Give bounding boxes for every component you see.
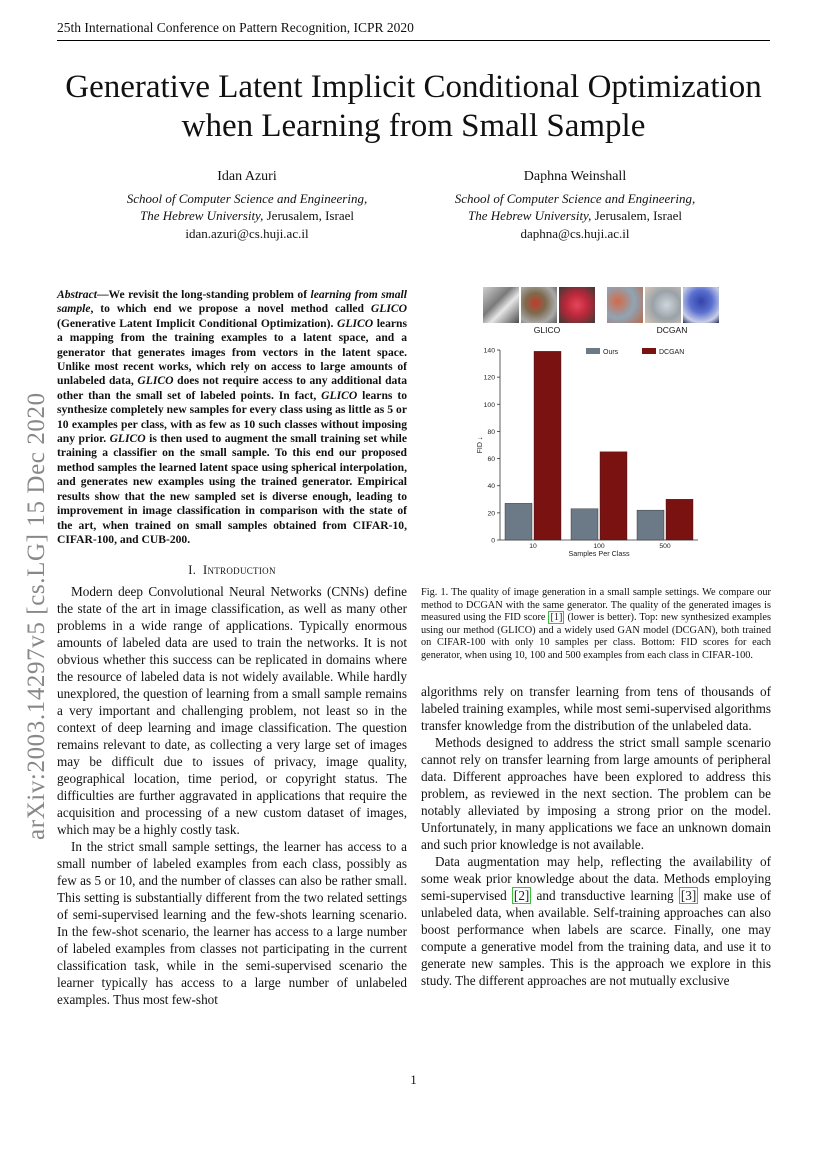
y-tick-label: 80 [487, 428, 495, 436]
arxiv-stamp-text: arXiv:2003.14297v5 [cs.LG] 15 Dec 2020 [23, 392, 50, 840]
legend-label-ours: Ours [603, 349, 619, 356]
abstract-text: is then used to augment the small training set while training a classifier on the small sample. To this end our proposed method samples the learned latent space using spherical interpolation, and generates new examples using the trained generator. Empirical results show that the new sampled set is diverse enough, leading to improvement in image classification in comparison with the state of the art, when trained on small samples obtained from CIFAR-10, CIFAR-100, and CUB-200. [57, 432, 407, 546]
y-axis-label: FID ↓ [477, 436, 484, 454]
abstract-emph: learning from small sample [57, 288, 407, 316]
left-column-body [57, 583, 407, 1008]
x-tick-label: 100 [593, 543, 605, 550]
abstract-emph: GLICO [137, 374, 174, 388]
y-tick-label: 140 [483, 347, 495, 355]
figure-caption [421, 587, 771, 663]
legend-label-dcgan: DCGAN [659, 349, 685, 356]
author-university: The Hebrew University, [140, 208, 264, 223]
abstract-text: learns to synthesize completely new samples for every class using as little as 5 or 10 examples per class, with as few as 10 such classes without imposing any prior. [57, 388, 407, 446]
legend-swatch-ours [586, 348, 600, 354]
arxiv-stamp [18, 360, 58, 840]
title-line-1: Generative Latent Implicit Conditional Optimization [65, 69, 762, 105]
paragraph: In the strict small sample settings, the learner has access to a small number of labeled examples from each class, possibly as few as 5 or 10, and the number of classes can also be rather small. This setting is substantially different from the two related settings of semi-supervised learning and the few-shots learning scenario. In the few-shot scenario, the learner has access to a large number of labeled examples from classes not participating in the current classification task, while in the semi-supervised scenario the learner typically has access to a large number of unlabeled examples. Thus most few-shot [57, 839, 407, 1007]
abstract [57, 288, 407, 547]
paragraph: Modern deep Convolutional Neural Networks (CNNs) define the state of the art in image classification, as well as many other problems in a wide range of applications. Typically enormous amounts of labeled data are used to train the networks. It is not obvious whether this success can be replicated in domains where the resource of labeled data is not widely available. While hardly unexplored, the question of learning from a small sample remains a very important and challenging problem, not least so in the context of deep learning and image classification. The question remains relevant to date, as collecting a very large set of images may be difficult due to issues of privacy, image quality, geographical location, time period, or copyright status. The difficulties are further aggravated in applications that require the acquisition and processing of a new custom dataset of images, which may be a highly costly task. [57, 584, 407, 837]
y-tick-label: 60 [487, 456, 495, 464]
citation-link[interactable]: [2] [513, 888, 530, 903]
citation-link[interactable]: [3] [680, 888, 697, 903]
abstract-label: Abstract [57, 288, 97, 301]
author-block-1 [67, 168, 427, 242]
caption-text: (lower is better). Top: new synthesized examples using our method (GLICO) and a widely used GAN model (DCGAN), both trained on CIFAR-100 with only 10 samples per class. Bottom: FID scores for each generator, when using 10, 100 and 500 examples from each class in CIFAR-100. [421, 612, 771, 661]
author-name: Daphna Weinshall [523, 169, 627, 184]
bar-ours-100 [571, 509, 598, 540]
paragraph [421, 853, 771, 989]
abstract-text: , to which end we propose a novel method called [90, 302, 371, 316]
paragraph: algorithms rely on transfer learning from tens of thousands of labeled training examples, while most semi-supervised algorithms transfer knowledge from the distribution of the unlabeled data. [421, 684, 771, 733]
running-header: 25th International Conference on Pattern Recognition, ICPR 2020 [57, 20, 414, 35]
legend-swatch-dcgan [642, 348, 656, 354]
author-name: Idan Azuri [217, 169, 277, 184]
abstract-text: learns a mapping from the training examples to a latent space, and a generator that generates images from vectors in the latent space. Unlike most recent works, which rely on access to large amounts of unlabeled data, [57, 316, 407, 388]
y-tick-label: 100 [483, 401, 495, 409]
y-tick-label: 20 [487, 510, 495, 518]
x-axis-label: Samples Per Class [568, 549, 630, 558]
bar-dcgan-10 [534, 351, 561, 540]
paragraph: Methods designed to address the strict small sample scenario cannot rely on transfer learning from large amounts of peripheral data. Different approaches have been explored to address this problem, as reviewed in the next section. The problem can be notably alleviated by imposing a strong prior on the model. Unfortunately, in many applications we face an unknown domain and such prior knowledge is not available. [421, 735, 771, 852]
bar-dcgan-100 [600, 452, 627, 540]
glico-label: GLICO [533, 325, 561, 335]
author-location: Jerusalem, Israel [591, 208, 682, 223]
paragraph-text: Data augmentation may help, reflecting the availability of some weak prior knowledge about the data. Methods employing semi-supervised [421, 854, 771, 903]
x-tick-label: 10 [529, 543, 537, 550]
bar-ours-10 [505, 503, 532, 540]
author-email: daphna@cs.huji.ac.il [520, 225, 630, 241]
abstract-emph: GLICO [337, 316, 374, 330]
abstract-emph: GLICO [109, 432, 146, 446]
section-title: Introduction [202, 563, 276, 577]
abstract-text: does not require access to any additional data other than the small set of labeled points. In fact, [57, 374, 407, 402]
abstract-emph: GLICO [321, 388, 358, 402]
abstract-text: (Generative Latent Implicit Conditional Optimization). [57, 316, 337, 330]
author-email: idan.azuri@cs.huji.ac.il [185, 225, 309, 241]
y-tick-label: 40 [487, 483, 495, 491]
x-tick-label: 500 [659, 543, 671, 550]
page-number: 1 [410, 1072, 417, 1087]
fid-bar-chart [470, 282, 720, 582]
bar-dcgan-500 [666, 499, 693, 540]
author-block-2 [395, 168, 755, 242]
section-number: I. [188, 563, 197, 577]
y-tick-label: 120 [483, 374, 495, 382]
paper-title [40, 68, 787, 146]
title-line-2: when Learning from Small Sample [181, 108, 646, 144]
paragraph-text: make use of unlabeled data, when available. Self-training approaches can also boost performance when labels are scarce. Finally, one may compute a generative model from the training data, and use it to generate new samples. This is the approach we explore in this study. The different approaches are not mutually exclusive [421, 888, 772, 988]
abstract-text: —We revisit the long-standing problem of [96, 288, 311, 301]
author-university: The Hebrew University, [468, 208, 592, 223]
dcgan-label: DCGAN [656, 325, 688, 335]
author-location: Jerusalem, Israel [263, 208, 354, 223]
caption-text: Fig. 1. The quality of image generation in a small sample settings. We compare our method to DCGAN with the same generator. The quality of the generated images is measured using the FID score [421, 587, 771, 624]
citation-link[interactable]: [1] [550, 612, 563, 624]
fid-chart [470, 282, 720, 582]
right-column-body [421, 683, 771, 989]
y-tick-label: 0 [491, 537, 495, 545]
section-heading [57, 563, 407, 578]
author-affiliation: School of Computer Science and Engineering, [454, 190, 696, 206]
bar-ours-500 [637, 510, 664, 540]
header-rule [57, 40, 770, 41]
author-affiliation: School of Computer Science and Engineering, [126, 190, 368, 206]
paragraph-text: and transductive learning [531, 888, 679, 903]
abstract-emph: GLICO [370, 302, 407, 316]
